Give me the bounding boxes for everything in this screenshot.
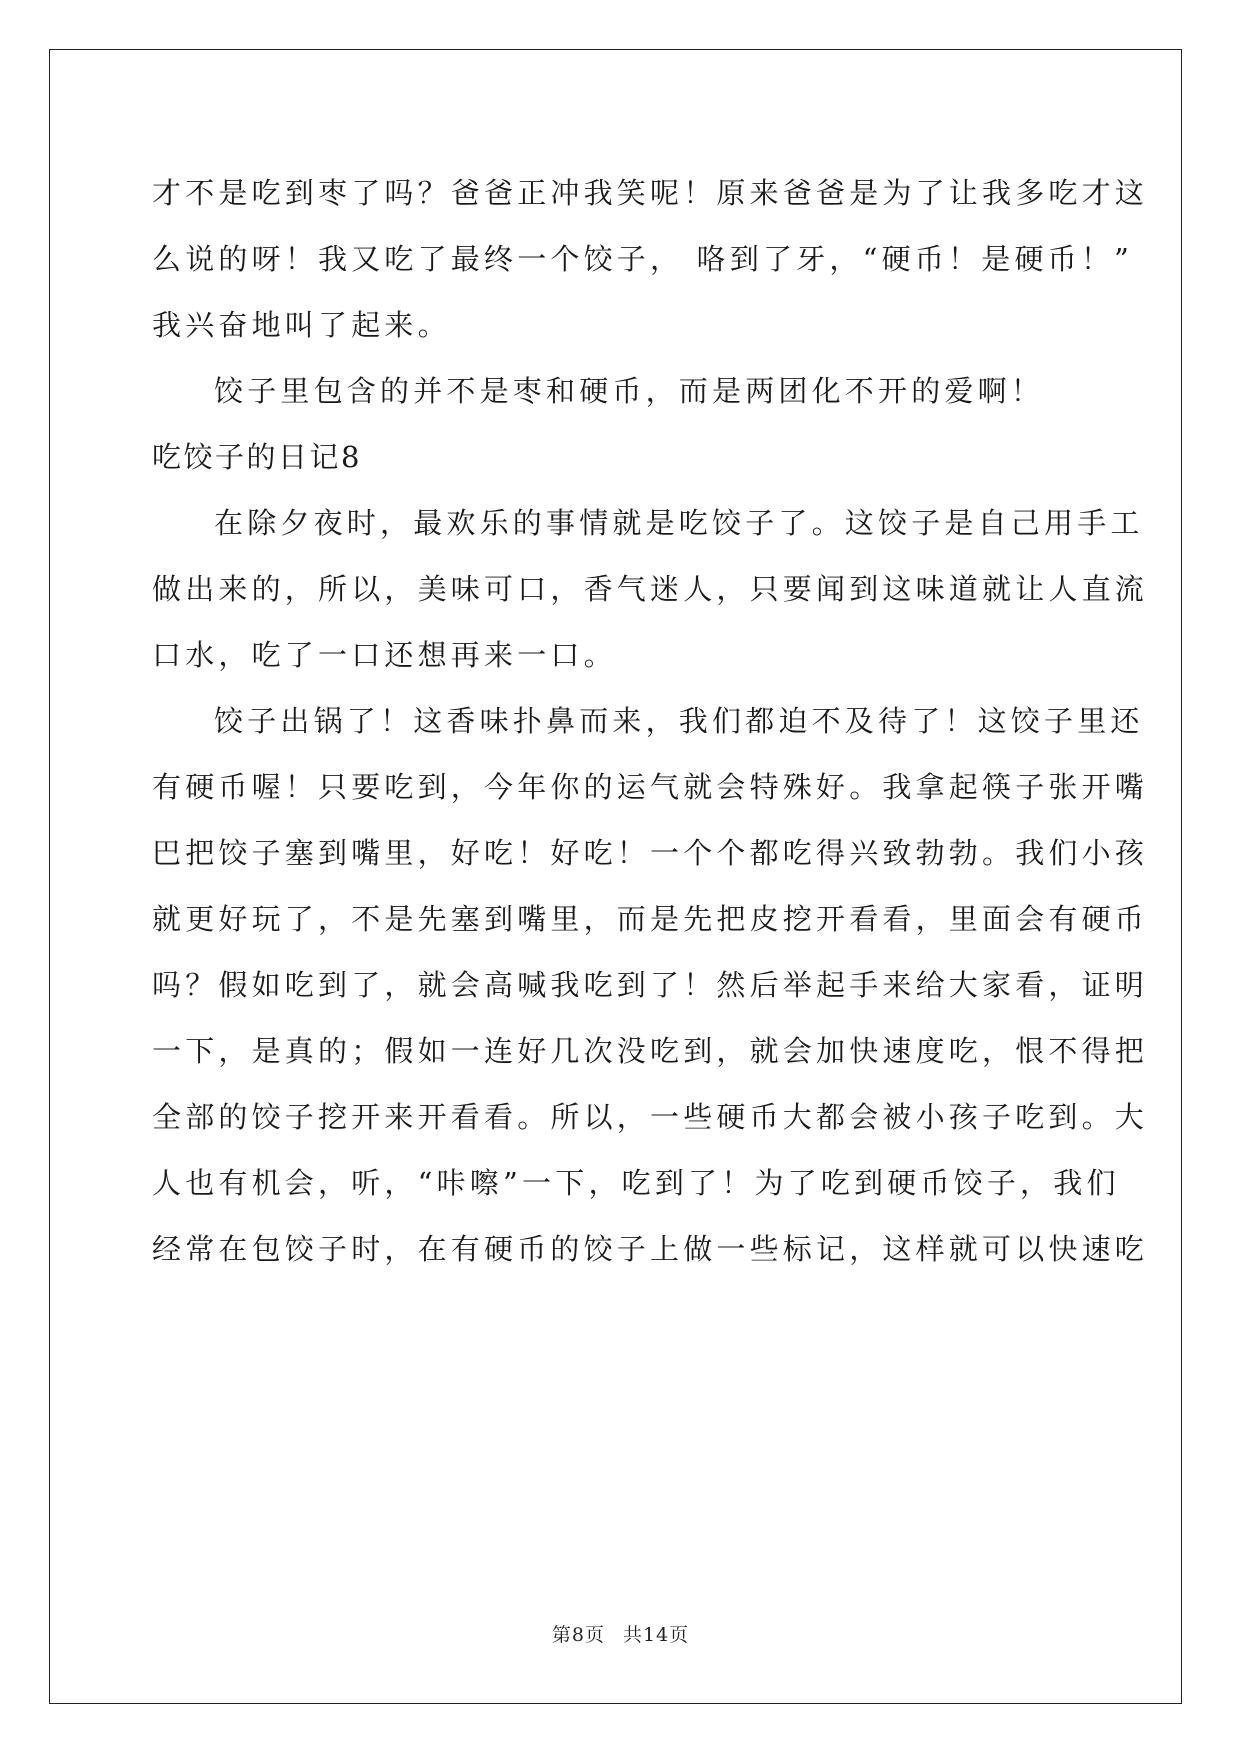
page-footer (0, 1620, 1241, 1647)
paragraph-line: 在除夕夜时，最欢乐的事情就是吃饺子了。这饺子是自己用手工 (214, 506, 1144, 540)
body-line: 我兴奋地叫了起来。 (152, 308, 451, 342)
body-line: 吗？假如吃到了，就会高喊我吃到了！然后举起手来给大家看，证明 (152, 968, 1149, 1002)
page-number: 第8页 (551, 1624, 605, 1646)
paragraph-line: 饺子出锅了！这香味扑鼻而来，我们都迫不及待了！这饺子里还 (214, 704, 1144, 738)
paragraph-line: 饺子里包含的并不是枣和硬币，而是两团化不开的爱啊！ (214, 374, 1045, 408)
document-body (152, 160, 1149, 1282)
body-line: 口水，吃了一口还想再来一口。 (152, 638, 617, 672)
body-line: 一下，是真的；假如一连好几次没吃到，就会加快速度吃，恨不得把 (152, 1034, 1149, 1068)
body-line: 有硬币喔！只要吃到，今年你的运气就会特殊好。我拿起筷子张开嘴 (152, 770, 1149, 804)
body-line: 就更好玩了，不是先塞到嘴里，而是先把皮挖开看看，里面会有硬币 (152, 902, 1149, 936)
body-line: 做出来的，所以，美味可口，香气迷人，只要闻到这味道就让人直流 (152, 572, 1149, 606)
page-total: 共14页 (622, 1624, 690, 1646)
body-line: 巴把饺子塞到嘴里，好吃！好吃！一个个都吃得兴致勃勃。我们小孩 (152, 836, 1149, 870)
body-line: 才不是吃到枣了吗？爸爸正冲我笑呢！原来爸爸是为了让我多吃才这 (152, 176, 1149, 210)
body-line: 人也有机会，听，“咔嚓”一下，吃到了！为了吃到硬币饺子，我们 (152, 1166, 1120, 1200)
body-line: 经常在包饺子时，在有硬币的饺子上做一些标记，这样就可以快速吃 (152, 1232, 1149, 1266)
section-heading: 吃饺子的日记8 (152, 440, 362, 474)
body-line: 全部的饺子挖开来开看看。所以，一些硬币大都会被小孩子吃到。大 (152, 1100, 1149, 1134)
body-line: 么说的呀！我又吃了最终一个饺子， 咯到了牙，“硬币！是硬币！” (152, 242, 1134, 276)
